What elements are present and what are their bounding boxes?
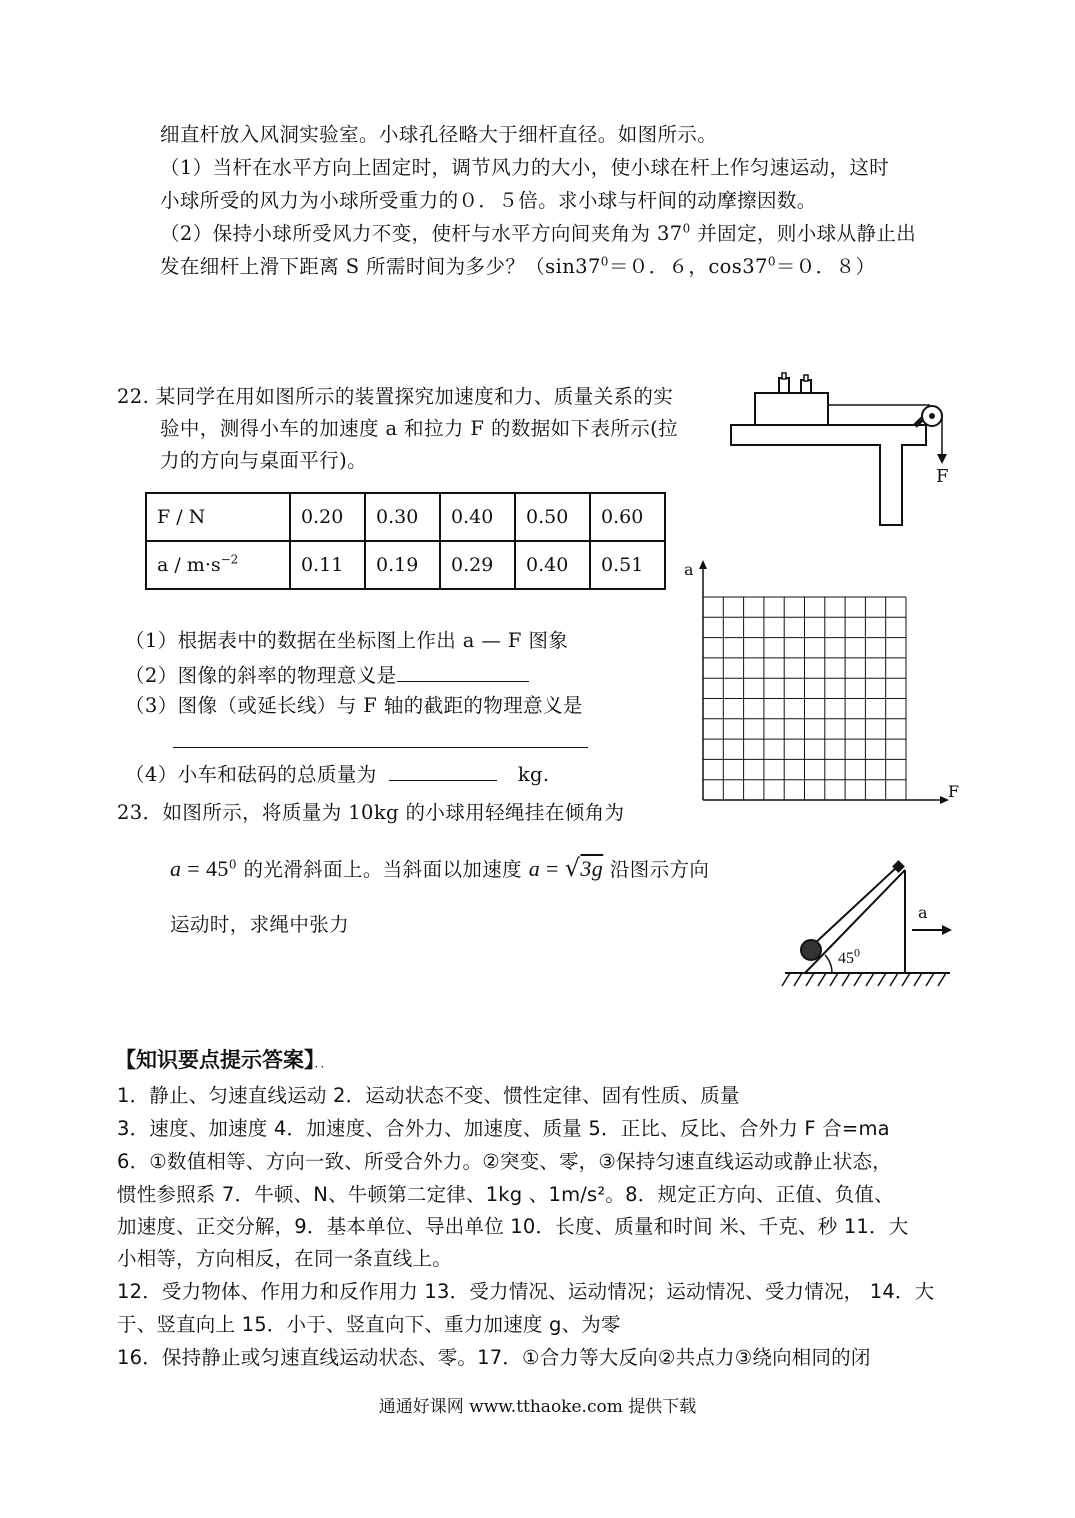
q22-line-3: 力的方向与桌面平行)。 bbox=[160, 449, 368, 472]
q22-sub-2-text: （2）图像的斜率的物理意义是 bbox=[125, 664, 397, 687]
intro-line-4b: 并固定，则小球从静止出 bbox=[697, 222, 917, 245]
table-cell: 0.60 bbox=[590, 493, 665, 541]
table-cell: 0.11 bbox=[290, 541, 365, 589]
intro-line-5 bbox=[160, 254, 875, 280]
page-footer: 通通好课网 www.tthaoke.com 提供下载 bbox=[378, 1397, 697, 1417]
degree-sup: 0 bbox=[854, 945, 860, 960]
intro-line-3: 小球所受的风力为小球所受重力的０．５倍。求小球与杆间的动摩擦因数。 bbox=[160, 189, 817, 212]
answer-line-4: 惯性参照系 7．牛顿、N、牛顿第二定律、1kg 、1m/s²。8．规定正方向、正值、负值、 bbox=[117, 1183, 894, 1206]
answer-line-1: 1．静止、匀速直线运动 2．运动状态不变、惯性定律、固有性质、质量 bbox=[117, 1084, 740, 1107]
intro-line-2: （1）当杆在水平方向上固定时，调节风力的大小，使小球在杆上作匀速运动，这时 bbox=[160, 156, 890, 179]
q23-line-1: 23．如图所示，将质量为 10kg 的小球用轻绳挂在倾角为 bbox=[117, 801, 625, 824]
q22-sub-4 bbox=[125, 760, 550, 788]
sqrt-symbol: √ bbox=[564, 854, 581, 882]
answer-line-9: 16．保持静止或匀速直线运动状态、零。17．①合力等大反向②共点力③绕向相同的闭 bbox=[117, 1346, 871, 1369]
q23-line-2-end: 沿图示方向 bbox=[603, 858, 710, 881]
answers-heading bbox=[115, 1044, 333, 1074]
accel-unit: a / m·s bbox=[157, 554, 221, 576]
sqrt-body: 3g bbox=[580, 856, 604, 881]
table-cell: 0.40 bbox=[440, 493, 515, 541]
q22-sub-2 bbox=[125, 661, 529, 689]
alpha-eq: = 45 bbox=[181, 856, 229, 881]
incline-accel-label: a bbox=[918, 903, 928, 922]
q22-sub-4-unit: kg. bbox=[517, 763, 550, 786]
grid-x-label: F bbox=[948, 782, 960, 801]
table-row-force bbox=[146, 493, 665, 541]
table-cell: F / N bbox=[146, 493, 290, 541]
intro-line-5b: ＝０．６，cos37 bbox=[608, 255, 768, 278]
degree-sup: 0 bbox=[682, 221, 691, 236]
accel-symbol: a bbox=[528, 856, 541, 881]
table-cell: 0.40 bbox=[515, 541, 590, 589]
unit-exponent: −2 bbox=[220, 552, 239, 567]
intro-line-4a: （2）保持小球所受风力不变，使杆与水平方向间夹角为 37 bbox=[160, 222, 683, 245]
answer-line-5: 加速度、正交分解，9．基本单位、导出单位 10．长度、质量和时间 米、千克、秒 11．大 bbox=[117, 1215, 909, 1238]
answer-line-2: 3．速度、加速度 4．加速度、合外力、加速度、质量 5．正比、反比、合外力 F 合=ma bbox=[117, 1117, 890, 1140]
apparatus-diagram bbox=[725, 370, 965, 530]
intro-line-5a: 发在细杆上滑下距离 S 所需时间为多少？（sin37 bbox=[160, 255, 601, 278]
table-cell bbox=[146, 541, 290, 589]
y-axis-arrow bbox=[699, 560, 707, 569]
answer-line-3: 6．①数值相等、方向一致、所受合外力。②突变、零，③保持匀速直线运动或静止状态， bbox=[117, 1150, 892, 1173]
q22-sub-3: （3）图像（或延长线）与 F 轴的截距的物理意义是 bbox=[125, 694, 583, 717]
incline-angle-label bbox=[838, 945, 860, 968]
q22-line-2: 验中，测得小车的加速度 a 和拉力 F 的数据如下表所示(拉 bbox=[160, 417, 679, 440]
degree-sup: 0 bbox=[600, 254, 609, 269]
answer-line-7: 12．受力物体、作用力和反作用力 13．受力情况、运动情况；运动情况、受力情况， 14．大 bbox=[117, 1280, 935, 1303]
degree-sup: 0 bbox=[767, 254, 776, 269]
answers-heading-text: 【知识要点提示答案】 bbox=[115, 1048, 315, 1072]
answer-line-8: 于、竖直向上 15．小于、竖直向下、重力加速度 g、为零 bbox=[117, 1313, 621, 1336]
apparatus-force-label: F bbox=[936, 466, 949, 487]
grid-y-label: a bbox=[684, 560, 694, 579]
table-cell: 0.19 bbox=[365, 541, 440, 589]
q22-line-1: 22. 某同学在用如图所示的装置探究加速度和力、质量关系的实 bbox=[117, 385, 674, 408]
q23-line-3: 运动时，求绳中张力 bbox=[170, 913, 350, 936]
table-row-accel bbox=[146, 541, 665, 589]
answer-blank-line[interactable] bbox=[173, 747, 588, 748]
q23-line-2-mid: 的光滑斜面上。当斜面以加速度 bbox=[236, 858, 529, 881]
table-cell: 0.20 bbox=[290, 493, 365, 541]
q22-sub-4-text: （4）小车和砝码的总质量为 bbox=[125, 763, 377, 786]
intro-line-4 bbox=[160, 221, 916, 247]
intro-line-1: 细直杆放入风洞实验室。小球孔径略大于细杆直径。如图所示。 bbox=[160, 123, 718, 146]
graph-grid bbox=[680, 555, 960, 810]
data-table bbox=[145, 492, 666, 590]
intro-line-5c: ＝０．８） bbox=[775, 255, 876, 278]
answers-heading-tail: ．． bbox=[314, 1056, 333, 1070]
answer-blank[interactable] bbox=[389, 760, 497, 781]
table-cell: 0.51 bbox=[590, 541, 665, 589]
degree-sup: 0 bbox=[228, 857, 237, 872]
angle-value: 45 bbox=[838, 950, 854, 967]
accel-eq: = bbox=[540, 856, 565, 881]
q23-line-2 bbox=[170, 855, 709, 883]
table-cell: 0.30 bbox=[365, 493, 440, 541]
alpha-symbol: a bbox=[170, 856, 182, 881]
answer-blank[interactable] bbox=[397, 661, 529, 682]
incline-diagram bbox=[780, 858, 960, 998]
table-cell: 0.29 bbox=[440, 541, 515, 589]
q22-sub-1: （1）根据表中的数据在坐标图上作出 a — F 图象 bbox=[125, 629, 569, 652]
table-cell: 0.50 bbox=[515, 493, 590, 541]
answer-line-6: 小相等，方向相反，在同一条直线上。 bbox=[117, 1247, 452, 1270]
